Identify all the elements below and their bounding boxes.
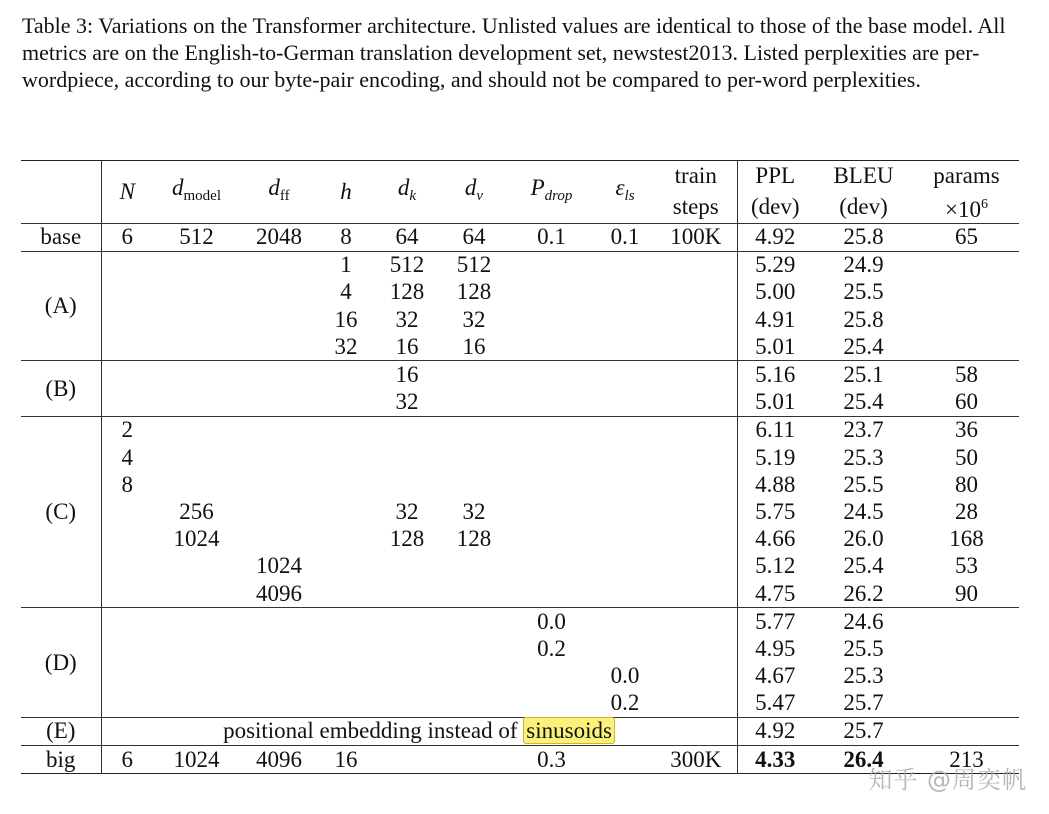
table-row-c1 <box>21 416 1019 444</box>
cell-bleu: 24.9 <box>813 251 914 279</box>
row-label: base <box>21 223 101 251</box>
cell-params: 28 <box>955 498 978 524</box>
cell-n: 2 <box>101 416 153 444</box>
cell-params: 90 <box>955 580 978 606</box>
cell-d-v: 32 <box>462 306 486 332</box>
cell-bleu: 25.5 <box>843 635 884 661</box>
cell-d-model: 1024 <box>153 746 240 774</box>
cell-params: 60 <box>955 389 978 415</box>
group-label-e: (E) <box>21 717 101 745</box>
cell-n: 6 <box>101 746 153 774</box>
table-row-c5 <box>21 526 1019 553</box>
cell-ppl: 6.11 <box>737 416 813 444</box>
cell-n: 6 <box>101 223 153 251</box>
row-label: big <box>21 746 101 774</box>
cell-eps-ls: 0.1 <box>595 223 655 251</box>
cell-train-steps: 100K <box>655 223 737 251</box>
cell-ppl: 4.33 <box>737 746 813 774</box>
results-table <box>21 160 1019 774</box>
cell-ppl: 5.16 <box>737 361 813 389</box>
cell-h: 32 <box>334 333 358 359</box>
cell-e-description: positional embedding instead of sinusoids <box>101 717 737 745</box>
cell-bleu: 25.3 <box>843 444 884 470</box>
header-row <box>21 161 1019 191</box>
cell-d-k: 32 <box>395 306 419 332</box>
cell-train-steps: 300K <box>655 746 737 774</box>
table-row-a1 <box>21 251 1019 279</box>
header-d-ff: $d_{ff}$ <box>240 161 318 224</box>
highlighted-word: sinusoids <box>523 717 615 744</box>
cell-d-v: 16 <box>462 333 486 359</box>
cell-d-model: 512 <box>153 223 240 251</box>
cell-h: 16 <box>334 306 358 332</box>
cell-ppl: 5.01 <box>755 389 796 415</box>
cell-p-drop: 0.3 <box>508 746 595 774</box>
cell-d-model: 256 <box>179 498 214 524</box>
cell-ppl: 4.92 <box>737 223 813 251</box>
header-n: N <box>101 161 153 224</box>
cell-params: 65 <box>914 223 1019 251</box>
cell-ppl: 4.88 <box>755 471 796 497</box>
cell-d-ff: 4096 <box>256 580 302 606</box>
table-row-b2 <box>21 389 1019 417</box>
table-row-base <box>21 223 1019 251</box>
header-ppl-1: PPL <box>737 161 813 191</box>
header-eps-ls: $\varepsilon_{ls}$ <box>595 161 655 224</box>
group-label-d: (D) <box>21 608 101 718</box>
cell-d-model: 1024 <box>173 526 220 552</box>
cell-p-drop: 0.0 <box>508 608 595 636</box>
cell-bleu: 25.4 <box>843 553 884 579</box>
table-row-d2 <box>21 635 1019 662</box>
cell-h: 4 <box>340 279 352 305</box>
cell-d-k: 32 <box>395 498 419 524</box>
cell-bleu: 25.3 <box>843 663 884 689</box>
cell-bleu: 25.7 <box>813 717 914 745</box>
cell-d-k: 32 <box>395 389 419 415</box>
cell-ppl: 5.29 <box>737 251 813 279</box>
header-d-k: $d_k$ <box>374 161 440 224</box>
table-row-c3 <box>21 471 1019 498</box>
cell-d-ff: 1024 <box>256 553 302 579</box>
cell-params: 50 <box>955 444 978 470</box>
cell-d-v: 512 <box>440 251 508 279</box>
cell-d-k: 128 <box>389 526 425 552</box>
cell-eps-ls: 0.0 <box>610 663 640 689</box>
header-label-cell <box>21 161 101 224</box>
cell-bleu: 25.4 <box>843 389 884 415</box>
cell-d-k: 64 <box>374 223 440 251</box>
table-row-d4 <box>21 690 1019 718</box>
table-row-d1 <box>21 608 1019 636</box>
cell-bleu: 24.5 <box>843 498 884 524</box>
cell-p-drop: 0.2 <box>537 635 566 661</box>
group-label-b: (B) <box>21 361 101 416</box>
cell-params: 168 <box>949 526 984 552</box>
cell-bleu: 26.4 <box>813 746 914 774</box>
cell-ppl: 5.77 <box>737 608 813 636</box>
cell-ppl: 4.91 <box>755 306 796 332</box>
header-train-2: steps <box>655 191 737 224</box>
table-row-e <box>21 717 1019 745</box>
cell-bleu: 25.7 <box>843 690 884 716</box>
cell-params: 53 <box>955 553 978 579</box>
cell-ppl: 4.75 <box>755 580 796 606</box>
cell-params: 80 <box>955 471 978 497</box>
group-label-a: (A) <box>21 251 101 361</box>
cell-ppl: 4.95 <box>755 635 796 661</box>
table-row-a3 <box>21 306 1019 333</box>
cell-bleu: 23.7 <box>813 416 914 444</box>
cell-d-v: 128 <box>456 526 492 552</box>
table-caption: Table 3: Variations on the Transformer architecture. Unlisted values are identical to those of the base model. All metrics are on the English-to-German translation development set, newstest2013. Listed perplexities are per-wordpiece, according to our byte-pair encoding, and should not be compared to per-word perplexities. <box>22 13 1006 92</box>
cell-d-ff: 2048 <box>240 223 318 251</box>
cell-ppl: 4.67 <box>755 663 796 689</box>
cell-n: 4 <box>121 444 133 470</box>
cell-bleu: 24.6 <box>813 608 914 636</box>
cell-ppl: 5.75 <box>755 498 796 524</box>
cell-bleu: 25.5 <box>843 279 884 305</box>
table-row-d3 <box>21 663 1019 690</box>
cell-bleu: 25.4 <box>843 333 884 359</box>
header-ppl-2: (dev) <box>750 194 800 219</box>
table-row-c4 <box>21 498 1019 525</box>
header-h: h <box>318 161 374 224</box>
cell-ppl: 4.92 <box>737 717 813 745</box>
table-row-c6 <box>21 553 1019 580</box>
cell-d-v: 128 <box>456 279 492 305</box>
cell-bleu: 25.1 <box>813 361 914 389</box>
table-row-b1 <box>21 361 1019 389</box>
watermark: 知乎 @周奕帆 <box>868 766 1027 794</box>
cell-ppl: 4.66 <box>755 526 796 552</box>
header-params-1: params <box>914 161 1019 191</box>
table-row-c7 <box>21 580 1019 608</box>
cell-params: 213 <box>914 746 1019 774</box>
header-params-2: $\times 10^6$ <box>945 196 988 222</box>
cell-bleu: 26.2 <box>843 580 884 606</box>
cell-h: 16 <box>318 746 374 774</box>
header-bleu-2: (dev) <box>839 194 888 219</box>
cell-eps-ls: 0.2 <box>610 690 640 716</box>
cell-bleu: 26.0 <box>843 526 884 552</box>
cell-p-drop: 0.1 <box>508 223 595 251</box>
cell-d-ff: 4096 <box>240 746 318 774</box>
cell-d-k: 512 <box>374 251 440 279</box>
header-train-1: train <box>655 161 737 191</box>
header-p-drop: $P_{drop}$ <box>508 161 595 224</box>
cell-d-k: 16 <box>395 333 419 359</box>
cell-ppl: 5.19 <box>755 444 796 470</box>
cell-ppl: 5.47 <box>755 690 796 716</box>
cell-h: 1 <box>318 251 374 279</box>
table-row-c2 <box>21 444 1019 471</box>
cell-h: 8 <box>318 223 374 251</box>
header-bleu-1: BLEU <box>813 161 914 191</box>
group-label-c: (C) <box>21 416 101 607</box>
cell-params: 58 <box>914 361 1019 389</box>
header-d-model: $d_{model}$ <box>153 161 240 224</box>
cell-ppl: 5.00 <box>755 279 796 305</box>
cell-d-v: 32 <box>462 498 486 524</box>
cell-d-v: 64 <box>440 223 508 251</box>
cell-d-k: 16 <box>374 361 440 389</box>
cell-bleu: 25.8 <box>843 306 884 332</box>
cell-params: 36 <box>914 416 1019 444</box>
cell-bleu: 25.5 <box>843 471 884 497</box>
cell-ppl: 5.01 <box>755 333 796 359</box>
table-row-a2 <box>21 279 1019 306</box>
cell-bleu: 25.8 <box>813 223 914 251</box>
cell-n: 8 <box>121 471 133 497</box>
cell-ppl: 5.12 <box>755 553 796 579</box>
cell-d-k: 128 <box>389 279 425 305</box>
table-row-a4 <box>21 333 1019 361</box>
header-d-v: $d_v$ <box>440 161 508 224</box>
